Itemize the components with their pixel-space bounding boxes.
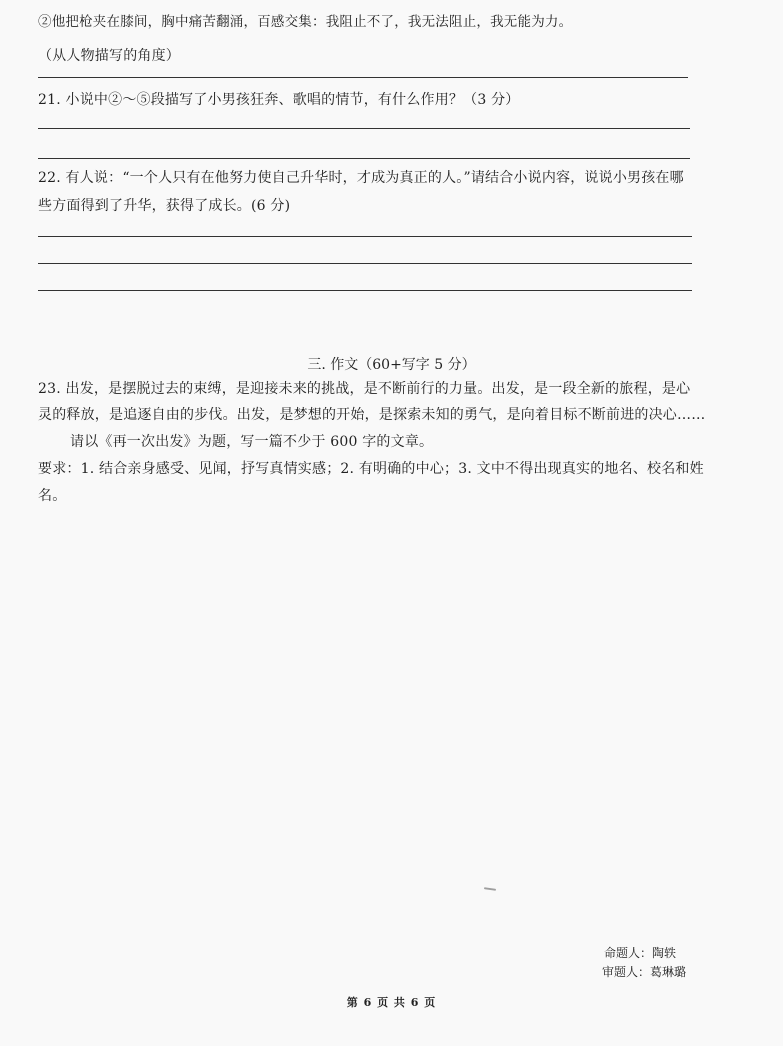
q22-text-line1: 22. 有人说：“一个人只有在他努力使自己升华时，才成为真正的人。”请结合小说内容，说说小男孩在哪 <box>38 170 684 186</box>
answer-line <box>38 290 692 291</box>
answer-line <box>38 77 688 78</box>
answer-line <box>38 263 692 264</box>
q21-text: 21. 小说中②～⑤段描写了小男孩狂奔、歌唱的情节，有什么作用？（3 分） <box>38 92 520 108</box>
q23-requirements: 要求：1. 结合亲身感受、见闻，抒写真情实感；2. 有明确的中心；3. 文中不得出现真实的地名、校名和姓 <box>38 461 704 477</box>
answer-line <box>38 158 690 159</box>
q23-requirements-cont: 名。 <box>38 488 67 504</box>
author-signature: 命题人：陶轶 <box>604 946 677 960</box>
q23-text-line1: 23. 出发，是摆脱过去的束缚，是迎接未来的挑战，是不断前行的力量。出发，是一段全新的旅程，是心 <box>38 381 691 397</box>
q23-text-line2: 灵的释放，是追逐自由的步伐。出发，是梦想的开始，是探索未知的勇气，是向着目标不断前进的决心…… <box>38 407 706 423</box>
q23-prompt: 请以《再一次出发》为题，写一篇不少于 600 字的文章。 <box>70 434 434 450</box>
section-title: 三. 作文（60+写字 5 分） <box>307 357 476 373</box>
q20-text-line1: ②他把枪夹在膝间，胸中痛苦翻涌，百感交集：我阻止不了，我无法阻止，我无能为力。 <box>38 14 573 30</box>
page-number: 第 6 页 共 6 页 <box>346 996 437 1009</box>
q22-text-line2: 些方面得到了升华，获得了成长。(6 分) <box>38 198 291 214</box>
reviewer-signature: 审题人：葛琳璐 <box>602 965 687 979</box>
answer-line <box>38 236 692 237</box>
q20-text-line2: （从人物描写的角度） <box>38 48 180 64</box>
scan-mark <box>484 887 496 891</box>
answer-line <box>38 128 690 129</box>
